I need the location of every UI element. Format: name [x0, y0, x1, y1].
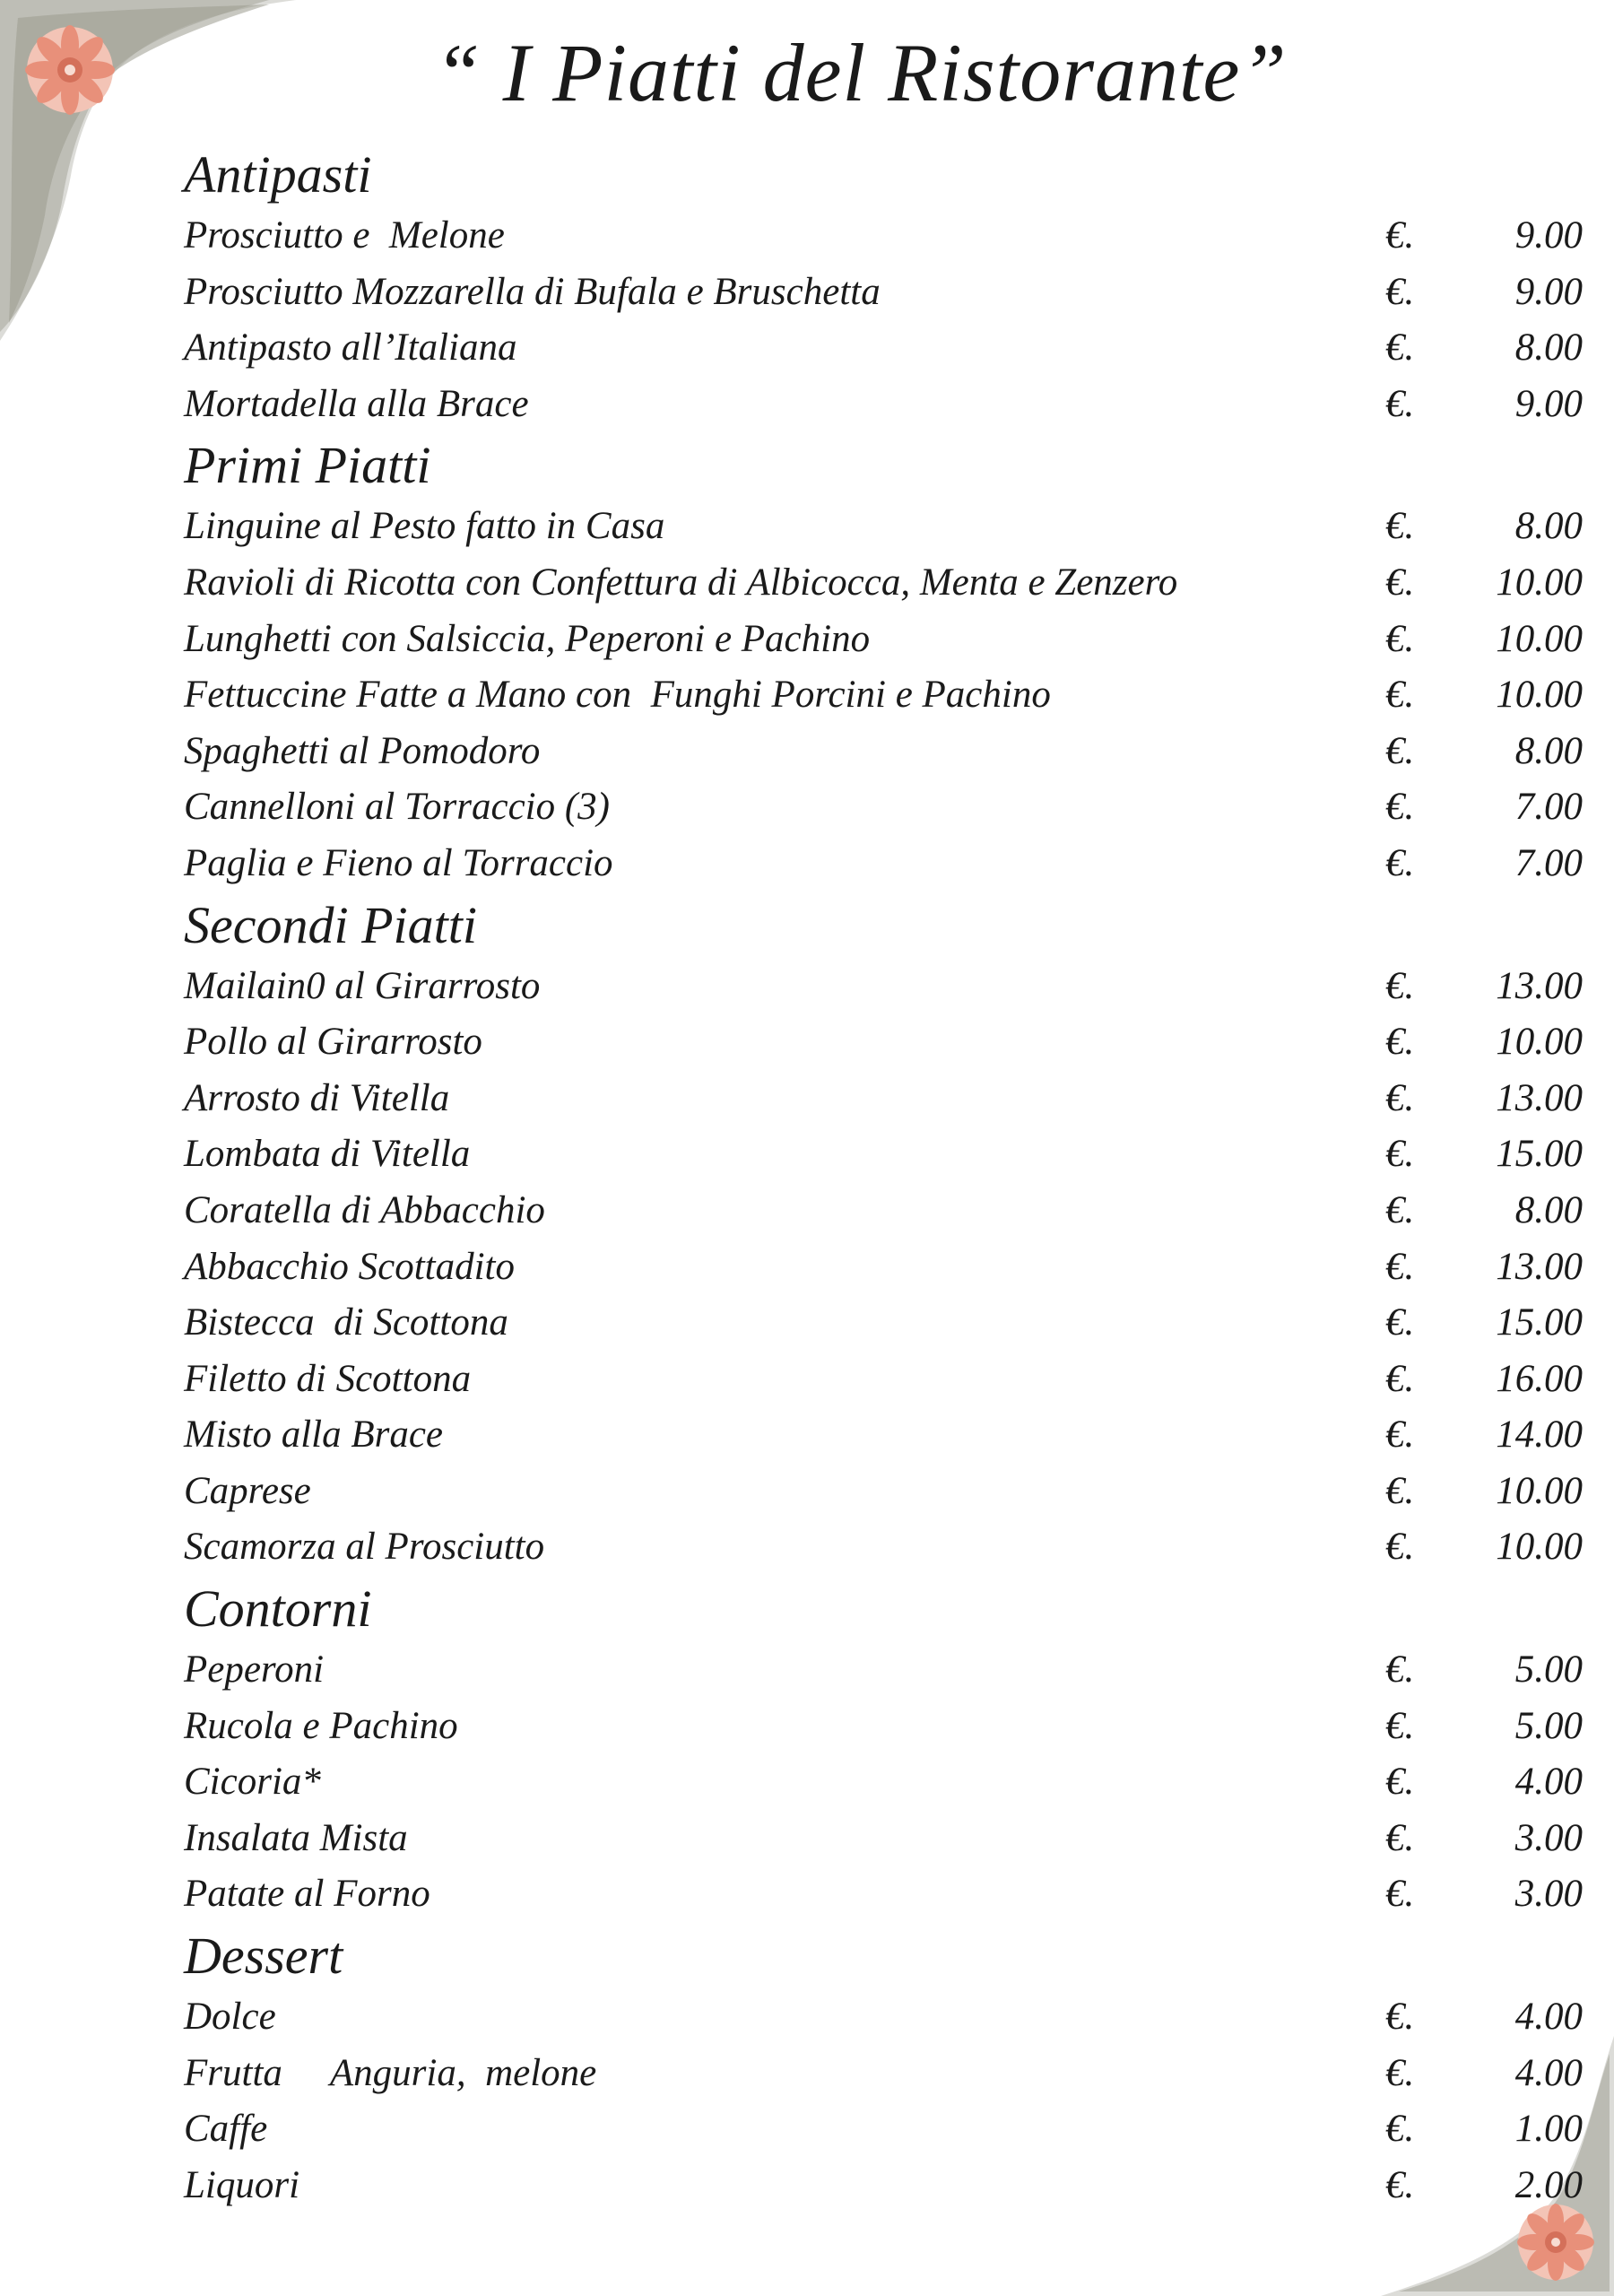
item-name: Frutta Anguria, melone [184, 2051, 597, 2094]
menu-item [184, 779, 1583, 836]
item-name: Insalata Mista [184, 1816, 408, 1859]
menu-item [184, 2158, 1583, 2214]
item-name: Patate al Forno [184, 1873, 430, 1916]
item-currency: €. [1385, 505, 1415, 548]
menu-item [184, 1014, 1583, 1071]
item-currency: €. [1385, 1996, 1415, 2039]
item-name: Liquori [184, 2163, 300, 2206]
item-currency: €. [1385, 617, 1415, 660]
menu-item [184, 2101, 1583, 2158]
item-currency: €. [1385, 1873, 1415, 1916]
menu [184, 142, 1583, 2213]
item-price: 13.00 [1496, 1076, 1583, 1119]
item-name: Bistecca di Scottona [184, 1301, 508, 1344]
item-price: 10.00 [1496, 561, 1583, 604]
item-price: 5.00 [1514, 1704, 1583, 1747]
item-currency: €. [1385, 674, 1415, 717]
menu-item [184, 1699, 1583, 1755]
item-price: 10.00 [1496, 674, 1583, 717]
item-price: 3.00 [1514, 1816, 1583, 1859]
item-price: 9.00 [1514, 214, 1583, 257]
menu-item [184, 1519, 1583, 1576]
item-name: Prosciutto Mozzarella di Bufala e Bruschetta [184, 270, 881, 313]
item-price: 14.00 [1496, 1413, 1583, 1457]
item-price: 13.00 [1496, 1245, 1583, 1288]
menu-item [184, 499, 1583, 555]
menu-item [184, 377, 1583, 433]
item-price: 7.00 [1514, 841, 1583, 884]
section-title: Contorni [184, 1579, 372, 1639]
item-price: 5.00 [1514, 1648, 1583, 1692]
menu-item [184, 1989, 1583, 2046]
item-price: 9.00 [1514, 382, 1583, 425]
item-name: Lombata di Vitella [184, 1133, 471, 1176]
menu-item [184, 2046, 1583, 2102]
item-name: Peperoni [184, 1648, 325, 1692]
item-name: Cannelloni al Torraccio (3) [184, 786, 610, 829]
section-title: Dessert [184, 1926, 343, 1986]
item-price: 15.00 [1496, 1133, 1583, 1176]
item-currency: €. [1385, 1761, 1415, 1804]
menu-item [184, 667, 1583, 724]
menu-item [184, 1352, 1583, 1408]
menu-item [184, 1071, 1583, 1127]
item-price: 2.00 [1514, 2163, 1583, 2206]
item-name: Prosciutto e Melone [184, 214, 505, 257]
menu-item [184, 208, 1583, 265]
item-price: 8.00 [1514, 326, 1583, 370]
item-currency: €. [1385, 964, 1415, 1007]
item-currency: €. [1385, 786, 1415, 829]
item-name: Filetto di Scottona [184, 1357, 472, 1400]
item-currency: €. [1385, 326, 1415, 370]
menu-item [184, 1295, 1583, 1352]
item-price: 10.00 [1496, 617, 1583, 660]
item-price: 8.00 [1514, 1188, 1583, 1231]
item-currency: €. [1385, 1704, 1415, 1747]
menu-item [184, 1464, 1583, 1520]
item-price: 8.00 [1514, 729, 1583, 772]
menu-item [184, 1126, 1583, 1183]
menu-item [184, 320, 1583, 377]
item-name: Caprese [184, 1469, 311, 1512]
item-name: Rucola e Pachino [184, 1704, 458, 1747]
item-currency: €. [1385, 561, 1415, 604]
item-currency: €. [1385, 1413, 1415, 1457]
item-name: Fettuccine Fatte a Mano con Funghi Porcini e Pachino [184, 674, 1051, 717]
menu-section [184, 1576, 1583, 1923]
menu-item [184, 1642, 1583, 1699]
item-name: Mortadella alla Brace [184, 382, 529, 425]
item-currency: €. [1385, 1357, 1415, 1400]
menu-item [184, 836, 1583, 892]
item-name: Abbacchio Scottadito [184, 1245, 516, 1288]
item-name: Lunghetti con Salsiccia, Peperoni e Pachino [184, 617, 871, 660]
item-price: 7.00 [1514, 786, 1583, 829]
item-currency: €. [1385, 214, 1415, 257]
menu-item [184, 1754, 1583, 1811]
menu-item [184, 724, 1583, 780]
section-title: Secondi Piatti [184, 895, 477, 954]
menu-section [184, 432, 1583, 891]
item-name: Misto alla Brace [184, 1413, 444, 1457]
item-price: 8.00 [1514, 505, 1583, 548]
item-currency: €. [1385, 1301, 1415, 1344]
item-currency: €. [1385, 1021, 1415, 1064]
menu-section [184, 1923, 1583, 2213]
menu-item [184, 1811, 1583, 1867]
item-name: Linguine al Pesto fatto in Casa [184, 505, 665, 548]
item-currency: €. [1385, 382, 1415, 425]
item-price: 4.00 [1514, 1761, 1583, 1804]
item-currency: €. [1385, 729, 1415, 772]
item-price: 10.00 [1496, 1021, 1583, 1064]
item-name: Coratella di Abbacchio [184, 1188, 545, 1231]
menu-item [184, 1183, 1583, 1239]
item-currency: €. [1385, 1188, 1415, 1231]
item-currency: €. [1385, 1133, 1415, 1176]
item-name: Caffe [184, 2108, 268, 2151]
menu-item [184, 959, 1583, 1015]
item-currency: €. [1385, 1469, 1415, 1512]
item-currency: €. [1385, 2163, 1415, 2206]
item-currency: €. [1385, 1816, 1415, 1859]
item-name: Paglia e Fieno al Torraccio [184, 841, 613, 884]
menu-item [184, 1407, 1583, 1464]
item-currency: €. [1385, 1648, 1415, 1692]
item-price: 13.00 [1496, 964, 1583, 1007]
item-price: 1.00 [1514, 2108, 1583, 2151]
item-price: 4.00 [1514, 2051, 1583, 2094]
item-name: Ravioli di Ricotta con Confettura di Albicocca, Menta e Zenzero [184, 561, 1178, 604]
item-currency: €. [1385, 1245, 1415, 1288]
item-name: Cicoria* [184, 1761, 321, 1804]
item-currency: €. [1385, 1076, 1415, 1119]
item-price: 10.00 [1496, 1526, 1583, 1569]
menu-section [184, 142, 1583, 432]
item-price: 16.00 [1496, 1357, 1583, 1400]
item-name: Dolce [184, 1996, 276, 2039]
item-name: Mailain0 al Girarrosto [184, 964, 541, 1007]
flower-icon [1517, 2204, 1594, 2281]
item-name: Pollo al Girarrosto [184, 1021, 482, 1064]
menu-item [184, 612, 1583, 668]
item-name: Spaghetti al Pomodoro [184, 729, 541, 772]
menu-item [184, 265, 1583, 321]
menu-item [184, 1239, 1583, 1296]
item-currency: €. [1385, 2051, 1415, 2094]
item-currency: €. [1385, 270, 1415, 313]
item-currency: €. [1385, 1526, 1415, 1569]
item-name: Arrosto di Vitella [184, 1076, 450, 1119]
item-name: Antipasto all’Italiana [184, 326, 517, 370]
item-price: 10.00 [1496, 1469, 1583, 1512]
item-price: 3.00 [1514, 1873, 1583, 1916]
item-price: 15.00 [1496, 1301, 1583, 1344]
menu-section [184, 892, 1583, 1577]
item-price: 9.00 [1514, 270, 1583, 313]
item-price: 4.00 [1514, 1996, 1583, 2039]
item-name: Scamorza al Prosciutto [184, 1526, 545, 1569]
page-title: “ I Piatti del Ristorante” [434, 27, 1288, 118]
section-title: Primi Piatti [184, 436, 431, 495]
section-title: Antipasti [184, 145, 372, 204]
menu-item [184, 555, 1583, 612]
menu-item [184, 1866, 1583, 1923]
item-currency: €. [1385, 2108, 1415, 2151]
item-currency: €. [1385, 841, 1415, 884]
